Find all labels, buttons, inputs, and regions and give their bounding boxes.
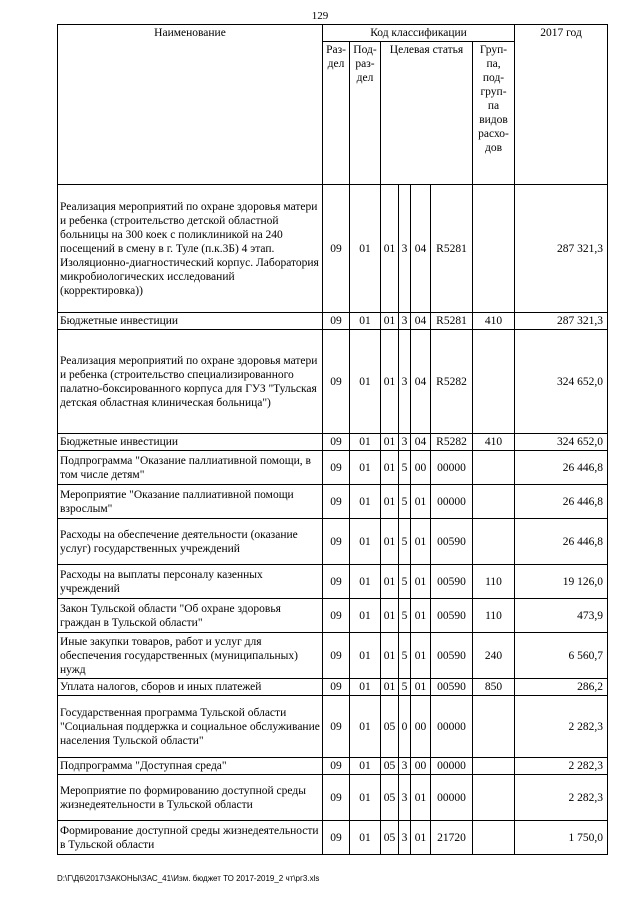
row-target-3: 00 — [411, 696, 431, 758]
row-podrazdel: 01 — [350, 821, 381, 855]
row-target-3: 01 — [411, 565, 431, 599]
table-row — [58, 330, 608, 434]
budget-table — [57, 24, 608, 855]
row-razdel: 09 — [323, 679, 350, 696]
row-target-4: 00590 — [431, 565, 473, 599]
row-target-1: 01 — [381, 599, 399, 633]
row-razdel: 09 — [323, 633, 350, 679]
row-amount: 19 126,0 — [515, 565, 608, 599]
row-target-2: 5 — [399, 519, 411, 565]
row-razdel: 09 — [323, 821, 350, 855]
row-target-4: 00590 — [431, 633, 473, 679]
row-podrazdel: 01 — [350, 696, 381, 758]
row-razdel: 09 — [323, 185, 350, 313]
row-name: Бюджетные инвестиции — [58, 434, 323, 451]
table-row — [58, 451, 608, 485]
row-amount: 287 321,3 — [515, 313, 608, 330]
row-name: Подпрограмма "Оказание паллиативной помощи, в том числе детям" — [58, 451, 323, 485]
row-target-1: 01 — [381, 434, 399, 451]
row-podrazdel: 01 — [350, 633, 381, 679]
row-target-3: 01 — [411, 775, 431, 821]
row-group — [473, 821, 515, 855]
row-amount: 6 560,7 — [515, 633, 608, 679]
row-podrazdel: 01 — [350, 775, 381, 821]
row-razdel: 09 — [323, 313, 350, 330]
row-group — [473, 519, 515, 565]
row-amount: 287 321,3 — [515, 185, 608, 313]
row-razdel: 09 — [323, 451, 350, 485]
row-name: Формирование доступной среды жизнедеятельности в Тульской области — [58, 821, 323, 855]
table-row — [58, 821, 608, 855]
row-podrazdel: 01 — [350, 519, 381, 565]
row-group: 850 — [473, 679, 515, 696]
col-header-code: Код классификации — [323, 25, 515, 42]
row-podrazdel: 01 — [350, 679, 381, 696]
row-target-2: 5 — [399, 679, 411, 696]
row-target-2: 5 — [399, 599, 411, 633]
row-podrazdel: 01 — [350, 185, 381, 313]
row-podrazdel: 01 — [350, 485, 381, 519]
row-target-1: 05 — [381, 821, 399, 855]
table-row — [58, 696, 608, 758]
row-group — [473, 696, 515, 758]
row-podrazdel: 01 — [350, 599, 381, 633]
page-number: 129 — [311, 10, 329, 22]
row-group — [473, 758, 515, 775]
table-row — [58, 485, 608, 519]
row-group: 110 — [473, 565, 515, 599]
row-target-4: R5282 — [431, 330, 473, 434]
row-razdel: 09 — [323, 775, 350, 821]
row-razdel: 09 — [323, 696, 350, 758]
row-target-4: 00000 — [431, 485, 473, 519]
row-target-3: 01 — [411, 485, 431, 519]
row-target-4: R5281 — [431, 185, 473, 313]
row-group: 240 — [473, 633, 515, 679]
row-target-3: 04 — [411, 313, 431, 330]
row-amount: 286,2 — [515, 679, 608, 696]
row-name: Расходы на выплаты персоналу казенных учреждений — [58, 565, 323, 599]
table-row — [58, 185, 608, 313]
row-razdel: 09 — [323, 758, 350, 775]
row-target-1: 05 — [381, 758, 399, 775]
row-target-1: 05 — [381, 696, 399, 758]
row-target-3: 01 — [411, 679, 431, 696]
row-target-2: 5 — [399, 633, 411, 679]
row-group — [473, 451, 515, 485]
row-group: 410 — [473, 313, 515, 330]
row-target-3: 04 — [411, 330, 431, 434]
row-target-3: 01 — [411, 599, 431, 633]
row-group: 110 — [473, 599, 515, 633]
row-target-1: 01 — [381, 519, 399, 565]
row-target-2: 3 — [399, 185, 411, 313]
row-target-1: 01 — [381, 633, 399, 679]
row-target-3: 01 — [411, 821, 431, 855]
row-target-3: 01 — [411, 519, 431, 565]
row-target-1: 01 — [381, 565, 399, 599]
row-razdel: 09 — [323, 565, 350, 599]
row-name: Мероприятие по формированию доступной среды жизнедеятельности в Тульской области — [58, 775, 323, 821]
row-target-4: 00000 — [431, 696, 473, 758]
row-target-2: 5 — [399, 565, 411, 599]
row-amount: 1 750,0 — [515, 821, 608, 855]
row-group — [473, 485, 515, 519]
row-razdel: 09 — [323, 519, 350, 565]
row-target-2: 3 — [399, 330, 411, 434]
row-amount: 2 282,3 — [515, 758, 608, 775]
row-target-4: 00000 — [431, 775, 473, 821]
row-group: 410 — [473, 434, 515, 451]
row-target-4: 00590 — [431, 679, 473, 696]
table-row — [58, 599, 608, 633]
row-target-2: 3 — [399, 775, 411, 821]
row-target-1: 01 — [381, 451, 399, 485]
row-target-1: 01 — [381, 185, 399, 313]
row-target-1: 05 — [381, 775, 399, 821]
row-podrazdel: 01 — [350, 565, 381, 599]
row-amount: 26 446,8 — [515, 485, 608, 519]
col-header-razdel: Раз-дел — [323, 42, 350, 185]
table-row — [58, 775, 608, 821]
col-header-year: 2017 год — [515, 25, 608, 185]
row-amount: 2 282,3 — [515, 775, 608, 821]
table-row — [58, 758, 608, 775]
row-target-2: 3 — [399, 313, 411, 330]
row-target-4: 21720 — [431, 821, 473, 855]
row-razdel: 09 — [323, 599, 350, 633]
row-razdel: 09 — [323, 485, 350, 519]
row-amount: 473,9 — [515, 599, 608, 633]
col-header-podrazdel: Под-раз-дел — [350, 42, 381, 185]
row-target-1: 01 — [381, 485, 399, 519]
row-amount: 324 652,0 — [515, 330, 608, 434]
row-target-3: 04 — [411, 185, 431, 313]
row-amount: 324 652,0 — [515, 434, 608, 451]
row-target-3: 04 — [411, 434, 431, 451]
row-name: Реализация мероприятий по охране здоровья матери и ребенка (строительство детской областной больницы на 300 коек с поликлиникой на 240 посещений в смену в г. Туле (п.к.3Б) 4 этап. Изоляционно-диагностический корпус. Лаборатория микробиологических исследований (корректировка)) — [58, 185, 323, 313]
row-target-1: 01 — [381, 679, 399, 696]
table-row — [58, 434, 608, 451]
row-name: Бюджетные инвестиции — [58, 313, 323, 330]
row-name: Закон Тульской области "Об охране здоровья граждан в Тульской области" — [58, 599, 323, 633]
row-podrazdel: 01 — [350, 758, 381, 775]
row-target-4: R5281 — [431, 313, 473, 330]
row-target-2: 3 — [399, 758, 411, 775]
row-target-2: 0 — [399, 696, 411, 758]
row-target-4: R5282 — [431, 434, 473, 451]
row-name: Подпрограмма "Доступная среда" — [58, 758, 323, 775]
row-name: Мероприятие "Оказание паллиативной помощи взрослым" — [58, 485, 323, 519]
row-amount: 2 282,3 — [515, 696, 608, 758]
row-target-4: 00590 — [431, 599, 473, 633]
row-name: Расходы на обеспечение деятельности (оказание услуг) государственных учреждений — [58, 519, 323, 565]
row-podrazdel: 01 — [350, 451, 381, 485]
row-amount: 26 446,8 — [515, 519, 608, 565]
row-target-1: 01 — [381, 330, 399, 434]
row-target-2: 5 — [399, 451, 411, 485]
row-razdel: 09 — [323, 434, 350, 451]
row-target-4: 00000 — [431, 758, 473, 775]
table-row — [58, 679, 608, 696]
col-header-group: Груп-па, под-груп-па видов расхо-дов — [473, 42, 515, 185]
row-group — [473, 185, 515, 313]
row-name: Реализация мероприятий по охране здоровья матери и ребенка (строительство специализированного палатно-боксированного корпуса для ГУЗ "Тульская детская областная клиническая больница") — [58, 330, 323, 434]
row-target-2: 3 — [399, 821, 411, 855]
row-target-1: 01 — [381, 313, 399, 330]
row-name: Государственная программа Тульской области "Социальная поддержка и социальное обслуживание населения Тульской области" — [58, 696, 323, 758]
table-row — [58, 565, 608, 599]
col-header-target: Целевая статья — [381, 42, 473, 185]
row-target-4: 00590 — [431, 519, 473, 565]
row-target-4: 00000 — [431, 451, 473, 485]
row-target-2: 5 — [399, 485, 411, 519]
row-target-3: 00 — [411, 758, 431, 775]
row-target-3: 00 — [411, 451, 431, 485]
col-header-name: Наименование — [58, 25, 323, 185]
row-name: Иные закупки товаров, работ и услуг для обеспечения государственных (муниципальных) нужд — [58, 633, 323, 679]
row-podrazdel: 01 — [350, 330, 381, 434]
row-target-3: 01 — [411, 633, 431, 679]
table-row — [58, 519, 608, 565]
row-amount: 26 446,8 — [515, 451, 608, 485]
table-row — [58, 633, 608, 679]
table-row — [58, 313, 608, 330]
row-name: Уплата налогов, сборов и иных платежей — [58, 679, 323, 696]
row-group — [473, 330, 515, 434]
file-path-footer: D:\Г\Д6\2017\ЗАКОНЫ\ЗАС_41\Изм. бюджет ТО 2017-2019_2 чт\рг3.xls — [57, 874, 320, 883]
row-group — [473, 775, 515, 821]
row-target-2: 3 — [399, 434, 411, 451]
row-podrazdel: 01 — [350, 313, 381, 330]
row-razdel: 09 — [323, 330, 350, 434]
row-podrazdel: 01 — [350, 434, 381, 451]
